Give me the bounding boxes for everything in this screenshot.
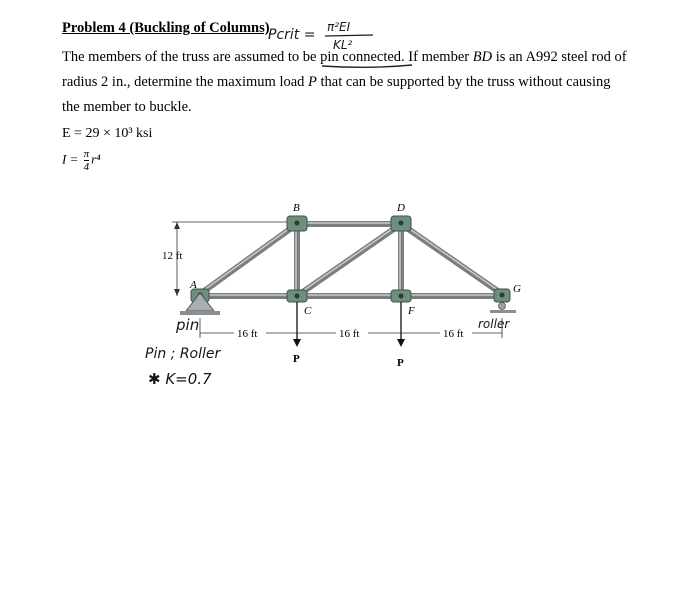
modulus-equation: E = 29 × 10³ ksi <box>62 126 153 141</box>
joint-label-B: B <box>293 202 300 214</box>
joint-label-F: F <box>408 305 415 317</box>
dim-arrow <box>174 222 180 229</box>
load-label-1: P <box>293 353 300 365</box>
roller-support-G <box>499 303 506 310</box>
joint-label-C: C <box>304 305 312 317</box>
problem-title: Problem 4 (Buckling of Columns) <box>62 20 270 36</box>
height-dimension-label: 12 ft <box>162 250 183 262</box>
truss-members <box>198 224 502 296</box>
ground-G <box>490 310 516 313</box>
joint-labels <box>189 202 521 317</box>
handwritten-k-note: ✱ K=0.7 <box>148 370 212 388</box>
problem-text-line-3: the member to buckle. <box>62 99 192 115</box>
inertia-numerator: π <box>83 148 90 160</box>
text-segment-pin-connected: pin connected. <box>320 49 405 65</box>
dim-arrow <box>174 289 180 296</box>
member-label: BD <box>472 49 493 65</box>
inertia-denominator: 4 <box>83 161 90 173</box>
span-label-2: 16 ft <box>339 328 360 340</box>
inertia-rhs: r⁴ <box>91 151 101 167</box>
handwritten-fraction-bar <box>325 35 373 36</box>
ground-A <box>180 311 220 315</box>
text-segment: The members of the truss are assumed to be <box>62 49 321 65</box>
handwritten-roller-label: roller <box>478 317 510 331</box>
text-segment: is an A992 steel rod of <box>492 49 627 65</box>
span-label-3: 16 ft <box>443 328 464 340</box>
handwritten-underline <box>322 65 412 67</box>
handwritten-support-note: Pin ; Roller <box>145 346 221 362</box>
handwritten-formula-numerator: π²EI <box>327 20 351 34</box>
joint-label-G: G <box>513 283 521 295</box>
load-label-2: P <box>397 357 404 369</box>
member-AB <box>200 224 297 294</box>
load-label: P <box>308 74 317 90</box>
text-segment: If member <box>404 49 473 65</box>
joint-label-A: A <box>190 279 197 291</box>
text-segment: that can be supported by the truss without causing <box>316 74 611 90</box>
text-segment: radius 2 in., determine the maximum load <box>62 74 309 90</box>
member-CD <box>297 224 401 296</box>
member-DG <box>401 224 502 294</box>
handwritten-pin-label: pin <box>176 316 200 334</box>
handwritten-formula-denominator: KL² <box>333 38 353 52</box>
handwritten-formula-lhs: Pcrit = <box>268 27 316 43</box>
joint-label-D: D <box>397 202 405 214</box>
inertia-lhs: I = <box>62 151 79 167</box>
span-label-1: 16 ft <box>237 328 258 340</box>
